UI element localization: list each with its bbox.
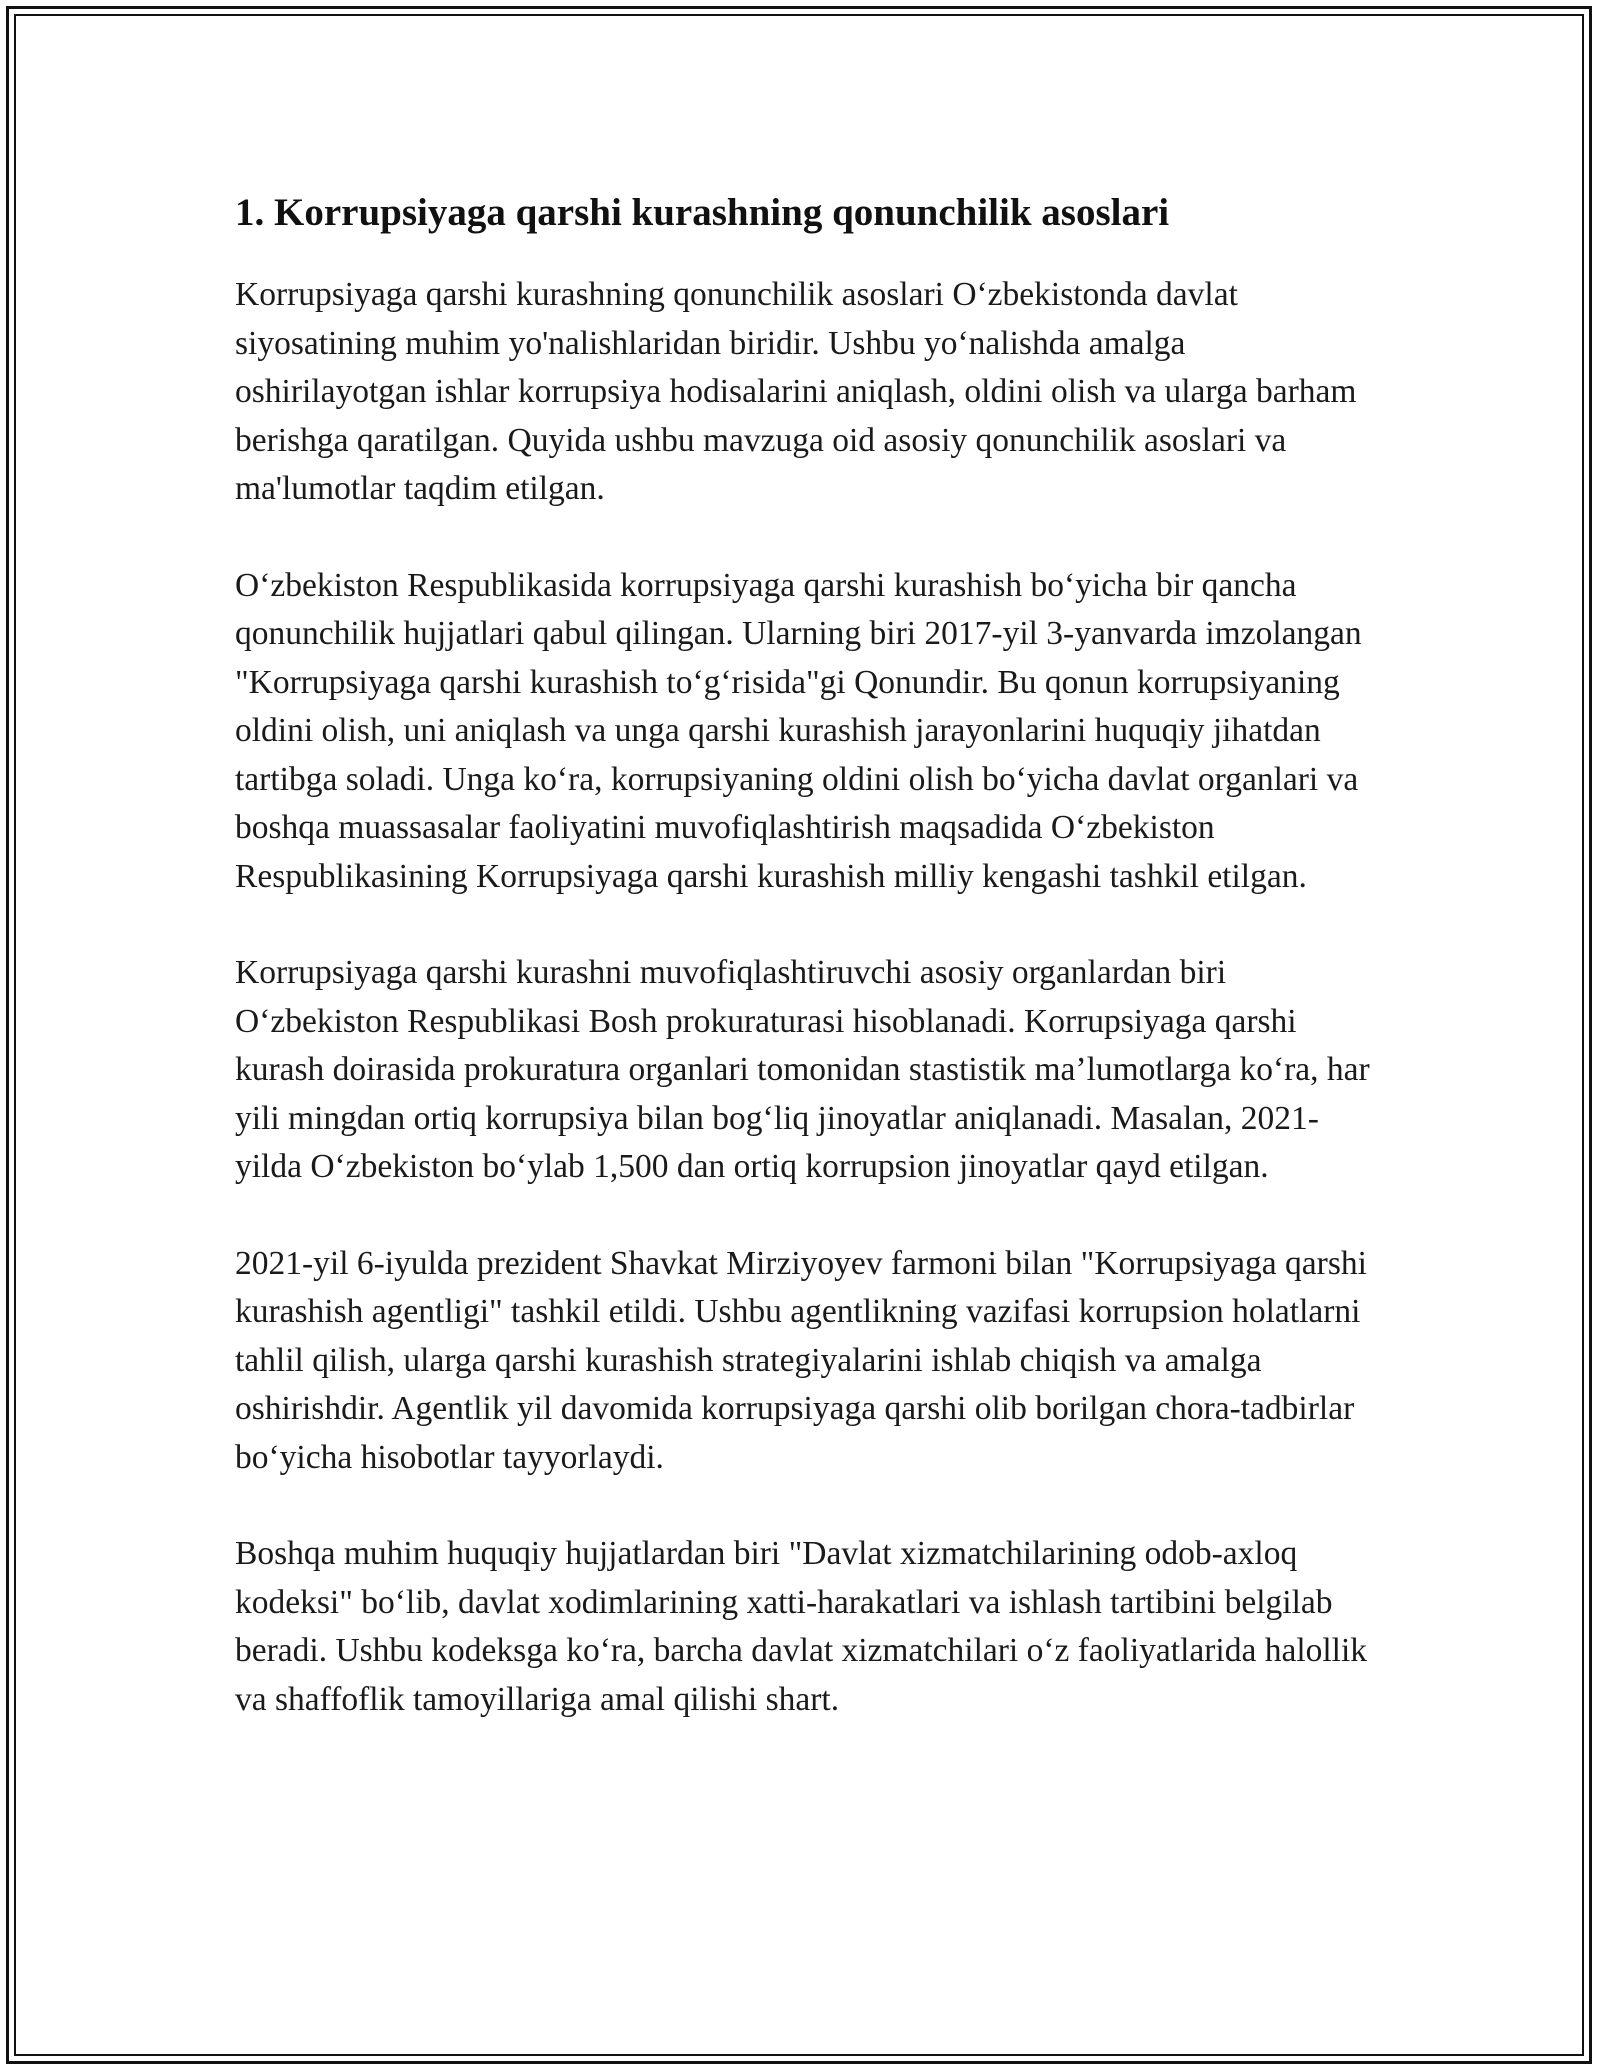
- section-title: 1. Korrupsiyaga qarshi kurashning qonunchilik asoslari: [235, 191, 1170, 234]
- paragraph-laws: O‘zbekiston Respublikasida korrupsiyaga qarshi kurashish bo‘yicha bir qancha qonunchilik hujjatlari qabul qilingan. Ularning biri 2017-yil 3-yanvarda imzolangan "Korrupsiyaga qarshi kurashish to‘g‘risida"gi Qonundir. Bu qonun korrupsiyaning oldini olish, uni aniqlash va unga qarshi kurashish jarayonlarini huquqiy jihatdan tartibga soladi. Unga ko‘ra, korrupsiyaning oldini olish bo‘yicha davlat organlari va boshqa muassasalar faoliyatini muvofiqlashtirish maqsadida O‘zbekiston Respublikasining Korrupsiyaga qarshi kurashish milliy kengashi tashkil etilgan.: [235, 566, 1362, 895]
- document-body: [235, 185, 1385, 1772]
- paragraph-agency: 2021-yil 6-iyulda prezident Shavkat Mirziyoyev farmoni bilan "Korrupsiyaga qarshi kurashish agentligi" tashkil etildi. Ushbu agentlikning vazifasi korrupsion holatlarni tahlil qilish, ularga qarshi kurashish strategiyalarini ishlab chiqish va amalga oshirishdir. Agentlik yil davomida korrupsiyaga qarshi olib borilgan chora-tadbirlar bo‘yicha hisobotlar tayyorlaydi.: [235, 1244, 1367, 1476]
- paragraph-ethics-code: Boshqa muhim huquqiy hujjatlardan biri "Davlat xizmatchilarining odob-axloq kodeksi" bo‘lib, davlat xodimlarining xatti-harakatlari va ishlash tartibini belgilab beradi. Ushbu kodeksga ko‘ra, barcha davlat xizmatchilari o‘z faoliyatlarida halollik va shaffoflik tamoyillariga amal qilishi shart.: [235, 1535, 1368, 1718]
- paragraph-intro: Korrupsiyaga qarshi kurashning qonunchilik asoslari O‘zbekistonda davlat siyosatining muhim yo'nalishlaridan biridir. Ushbu yo‘nalishda amalga oshirilayotgan ishlar korrupsiya hodisalarini aniqlash, oldini olish va ularga barham berishga qaratilgan. Quyida ushbu mavzuga oid asosiy qonunchilik asoslari va ma'lumotlar taqdim etilgan.: [235, 276, 1357, 507]
- paragraph-prosecutor: Korrupsiyaga qarshi kurashni muvofiqlashtiruvchi asosiy organlardan biri O‘zbekiston Respublikasi Bosh prokuraturasi hisoblanadi. Korrupsiyaga qarshi kurash doirasida prokuratura organlari tomonidan stastistik ma’lumotlarga ko‘ra, har yili mingdan ortiq korrupsiya bilan bog‘liq jinoyatlar aniqlanadi. Masalan, 2021-yilda O‘zbekiston bo‘ylab 1,500 dan ortiq korrupsion jinoyatlar qayd etilgan.: [235, 954, 1370, 1185]
